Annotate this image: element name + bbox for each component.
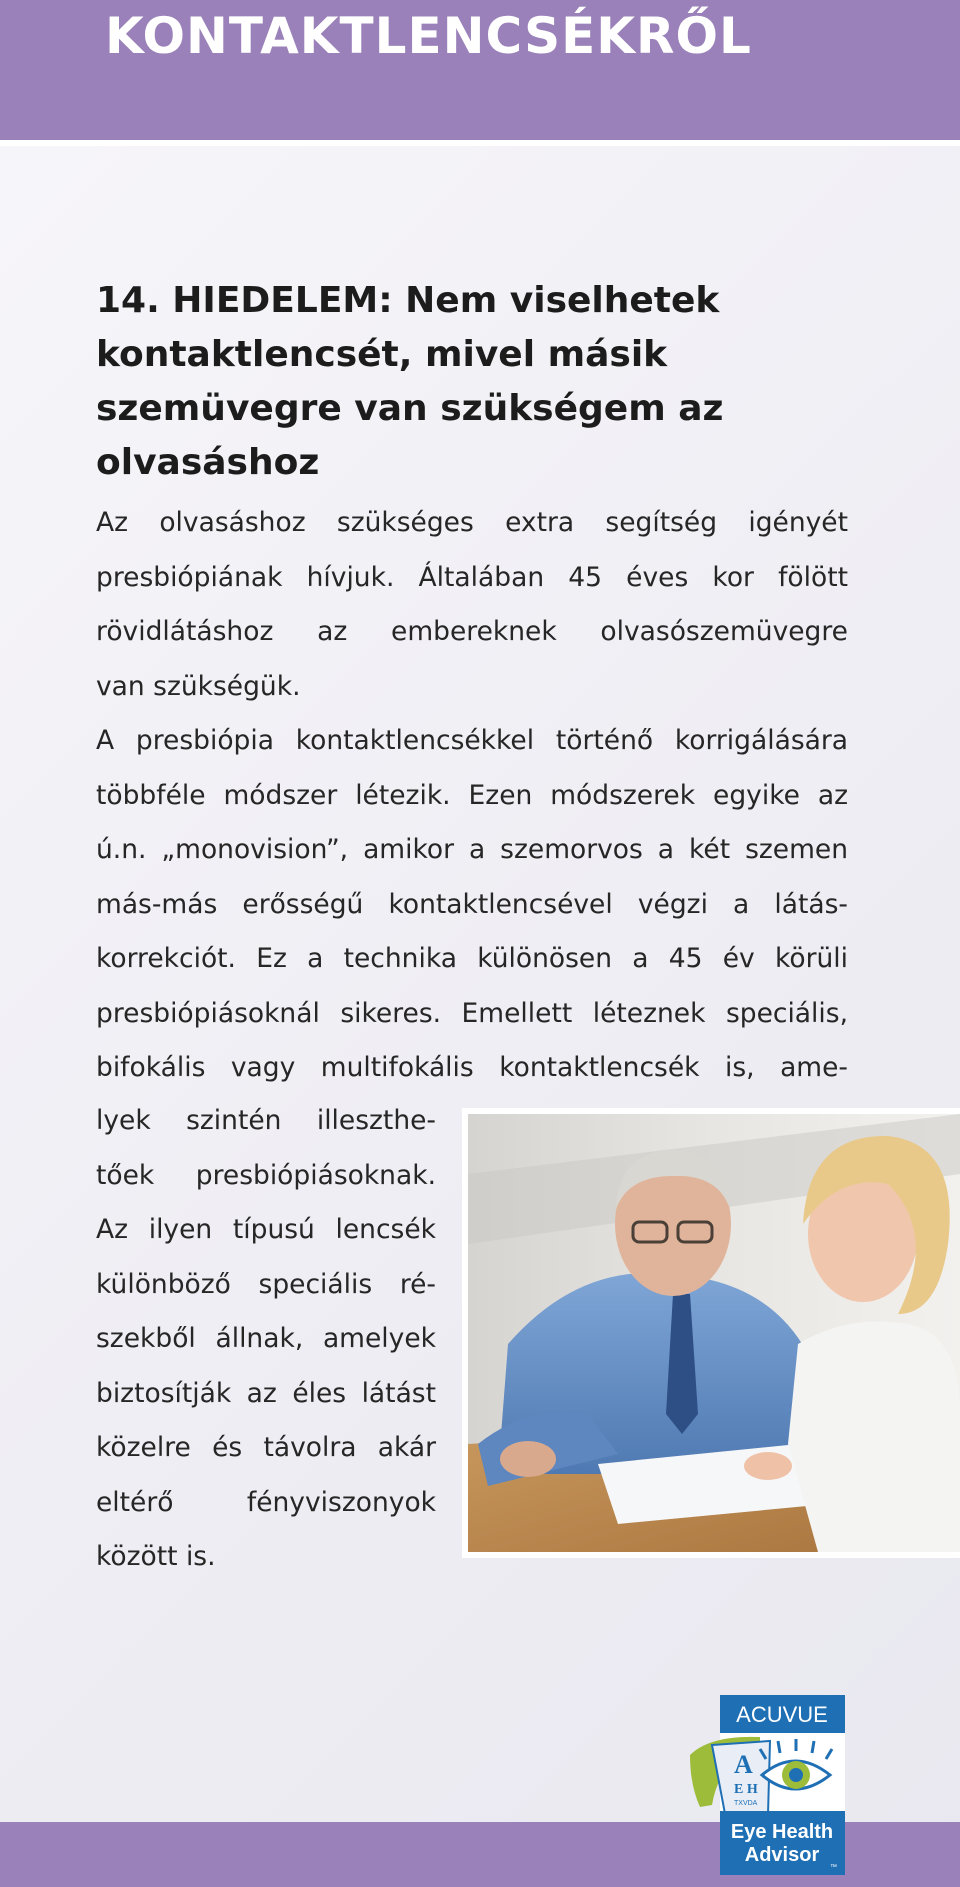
woman-hand [744,1452,792,1480]
page-title: KONTAKTLENCSÉKRŐL [105,7,752,65]
text-line: különböző speciális ré- [96,1268,436,1300]
text-line: Az olvasáshoz szükséges extra segítség igényét [96,507,848,538]
text-line: bifokális vagy multifokális kontaktlencsék is, ame- [96,1052,848,1083]
eye-chart-letters-eh: E H [734,1782,758,1797]
text-line: van szükségük. [96,670,301,702]
text-line: eltérő fényviszonyok [96,1486,436,1518]
woman-body [788,1322,960,1553]
logo-trademark: ™ [830,1864,837,1871]
text-line: más-más erősségű kontaktlencsével végzi a látás- [96,888,848,920]
text-line: lyek szintén illeszthe- [96,1105,436,1136]
myth-heading: 14. HIEDELEM: Nem viselhetek kontaktlencsét, mivel másik szemüvegre van szükségem az olvasáshoz [96,280,724,483]
text-line: ú.n. „monovision”, amikor a szemorvos a két szemen [96,834,848,865]
logo-brand: ACUVUE [736,1702,828,1727]
text-line: presbiópiának hívjuk. Általában 45 éves kor fölött [96,561,848,593]
eye-chart-letter-a: A [734,1750,753,1779]
paragraph-1 [96,496,848,714]
paragraph-3 [96,1094,436,1585]
text-line: biztosítják az éles látást [96,1377,436,1409]
text-line: korrekciót. Ez a technika különösen a 45 év körüli [96,943,848,974]
photo-illustration [468,1114,960,1552]
photo-frame [462,1108,960,1558]
text-line: szekből állnak, amelyek [96,1323,436,1354]
text-line: A presbiópia kontaktlencsékkel történő korrigálására [96,725,848,756]
text-line: többféle módszer létezik. Ezen módszerek egyike az [96,779,848,811]
text-line: Az ilyen típusú lencsék [96,1214,436,1245]
text-line: között is. [96,1541,216,1572]
logo-name-line1: Eye Health [730,1821,834,1843]
man-hand [500,1441,556,1477]
text-line: tőek presbiópiásoknak. [96,1159,436,1191]
logo-name-line2: Advisor [744,1844,820,1866]
paragraph-2 [96,714,848,1096]
text-line: rövidlátáshoz az embereknek olvasószemüvegre [96,616,848,647]
acuvue-eye-health-advisor-logo [690,1695,845,1875]
eye-chart-letters-small: TXVDA [734,1800,758,1807]
text-line: presbiópiásoknál sikeres. Emellett léteznek speciális, [96,997,848,1029]
header-band [0,0,960,140]
header-divider [0,140,960,146]
text-line: közelre és távolra akár [96,1432,436,1463]
